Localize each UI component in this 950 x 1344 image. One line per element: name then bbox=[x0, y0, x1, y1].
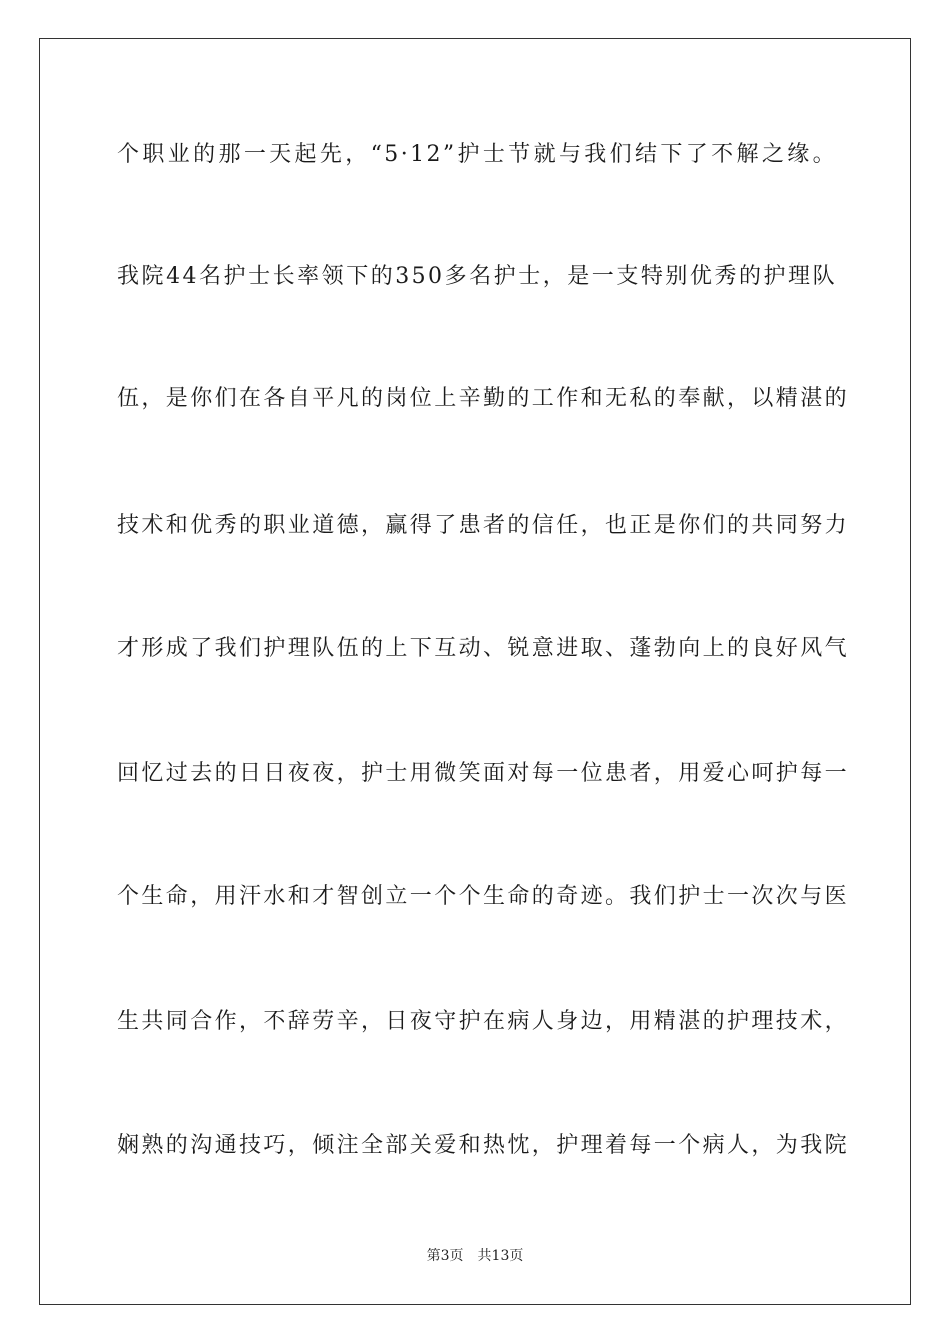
text-line: 个职业的那一天起先，“5·12”护士节就与我们结下了不解之缘。 bbox=[117, 142, 837, 167]
text-line: 技术和优秀的职业道德，赢得了患者的信任，也正是你们的共同努力 bbox=[117, 513, 850, 538]
text-line: 伍，是你们在各自平凡的岗位上辛勤的工作和无私的奉献，以精湛的 bbox=[117, 386, 850, 411]
text-line: 回忆过去的日日夜夜，护士用微笑面对每一位患者，用爱心呵护每一 bbox=[117, 761, 850, 786]
text-line: 才形成了我们护理队伍的上下互动、锐意进取、蓬勃向上的良好风气 bbox=[117, 636, 850, 661]
text-line: 我院44名护士长率领下的350多名护士，是一支特别优秀的护理队 bbox=[117, 264, 837, 289]
text-line: 个生命，用汗水和才智创立一个个生命的奇迹。我们护士一次次与医 bbox=[117, 884, 850, 909]
page-footer bbox=[0, 1246, 950, 1266]
page-number: 第3页 bbox=[426, 1248, 464, 1264]
text-line: 生共同合作，不辞劳辛，日夜守护在病人身边，用精湛的护理技术， bbox=[117, 1009, 850, 1034]
text-line: 娴熟的沟通技巧，倾注全部关爱和热忱，护理着每一个病人，为我院 bbox=[117, 1133, 850, 1158]
page-total: 共13页 bbox=[477, 1248, 524, 1264]
page-border bbox=[39, 38, 911, 1305]
